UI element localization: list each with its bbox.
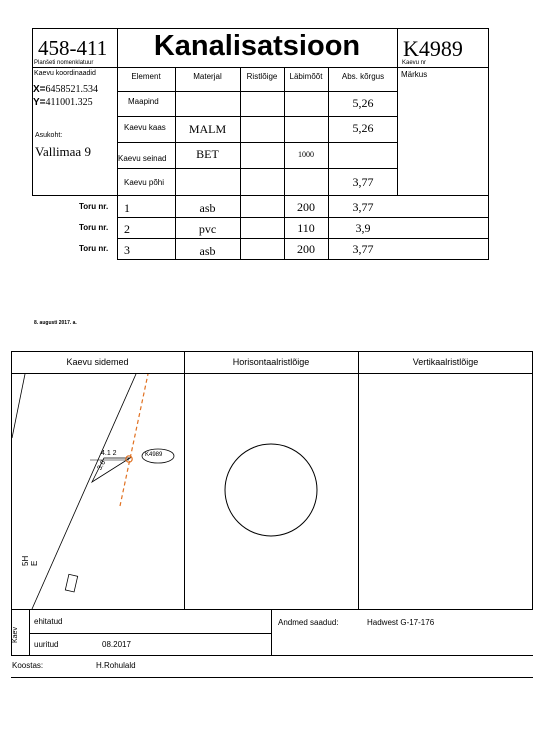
y-value: 411001.325 (45, 97, 93, 108)
pipe-abs-3: 3,77 (352, 242, 374, 256)
building-edge-line (12, 374, 25, 438)
pipe-diameter-3: 200 (297, 242, 315, 256)
col-diameter: Läbimõõt (289, 72, 323, 81)
source-label: Andmed saadud: (278, 618, 339, 627)
pipe-number-2: 2 (124, 222, 130, 236)
connections-sketch (12, 374, 184, 609)
built-label: ehitatud (34, 617, 63, 626)
pipe-diameter-2: 110 (297, 221, 315, 235)
row-abs-3: 3,77 (352, 175, 374, 189)
location-caption: Asukoht: (35, 132, 63, 139)
street-edge-line (32, 374, 136, 609)
surveyed-value: 08.2017 (102, 640, 131, 649)
pipe-abs-2: 3,9 (355, 221, 371, 235)
coords-caption: Kaevu koordinaadid (34, 70, 96, 77)
pipe-material-3: asb (199, 244, 216, 258)
pipe-number-3: 3 (124, 243, 130, 257)
source-value: Hadwest G-17-176 (367, 618, 435, 627)
y-label: Y= (33, 97, 46, 108)
col-abs-height: Abs. kõrgus (341, 72, 385, 81)
sketch-building-label: 5H E (21, 555, 39, 566)
sketch-well-label: K4989 (145, 452, 163, 458)
row-abs-0: 5,26 (352, 96, 374, 110)
x-label: X= (33, 84, 46, 95)
horizontal-title: Horisontaalristlõige (232, 357, 310, 367)
col-material: Materjal (193, 72, 222, 81)
horizontal-section (185, 374, 357, 609)
row-abs-1: 5,26 (352, 121, 374, 135)
well-number: K4989 (403, 36, 463, 61)
y-coordinate (33, 97, 93, 108)
date-note: 8. augusti 2017. a. (34, 320, 77, 326)
col-element: Element (131, 72, 161, 81)
author-value: H.Rohulald (96, 661, 136, 670)
pipe-line (120, 374, 148, 506)
well-number-caption: Kaevu nr (402, 60, 427, 66)
row-element-1: Kaevu kaas (124, 123, 166, 132)
col-cross-section: Ristlõige (246, 72, 278, 81)
row-element-0: Maapind (128, 97, 159, 106)
sketch-distance-2: 3.6 (96, 459, 108, 472)
author-label: Koostas: (12, 661, 44, 670)
row-diameter-2: 1000 (298, 150, 314, 159)
tie-triangle (92, 458, 130, 482)
building-corner-box (65, 574, 77, 592)
connections-title: Kaevu sidemed (66, 357, 129, 367)
pipe-label-2: Toru nr. (79, 223, 109, 232)
pipe-abs-1: 3,77 (352, 200, 374, 214)
pipe-label-1: Toru nr. (79, 202, 109, 211)
vertical-title: Vertikaalristlõige (412, 357, 479, 367)
nomenclature-code: 458-411 (38, 36, 108, 60)
row-material-2: BET (196, 147, 219, 161)
x-coordinate (33, 84, 98, 95)
pipe-material-1: asb (199, 201, 216, 215)
well-circle (225, 444, 317, 536)
pipe-diameter-1: 200 (297, 200, 315, 214)
sketch-distance: 4.1 2 (101, 450, 117, 457)
row-element-2: Kaevu seinad (118, 154, 167, 163)
row-material-1: MALM (188, 122, 227, 136)
row-element-3: Kaevu põhi (124, 178, 165, 187)
pipe-material-2: pvc (198, 222, 217, 236)
location-value: Vallimaa 9 (35, 144, 91, 159)
page-title: Kanalisatsioon (153, 30, 361, 62)
col-remarks: Märkus (401, 70, 428, 79)
nomenclature-caption: Planšeti nomenklatuur (34, 60, 94, 66)
pipe-label-3: Toru nr. (79, 244, 109, 253)
pipe-number-1: 1 (124, 201, 130, 215)
side-label: Kaev (12, 627, 19, 643)
surveyed-label: uuritud (34, 640, 59, 649)
x-value: 6458521.534 (45, 84, 99, 95)
